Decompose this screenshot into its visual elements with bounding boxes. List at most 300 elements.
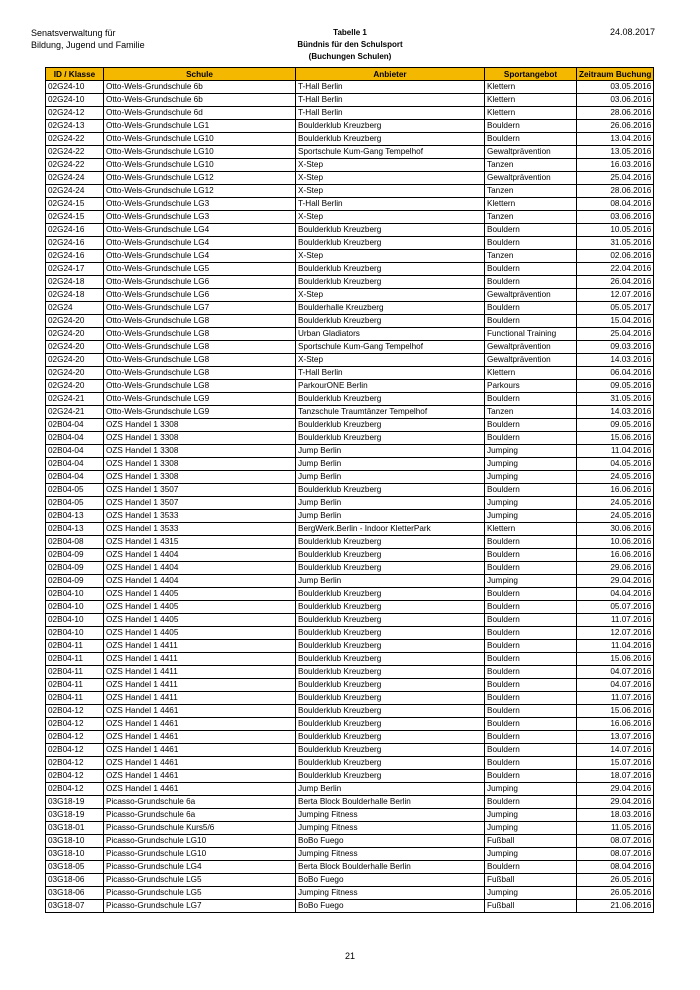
cell-id: 02G24-22 xyxy=(46,146,104,159)
cell-school: Picasso-Grundschule LG5 xyxy=(104,887,296,900)
cell-sport: Gewaltprävention xyxy=(485,341,577,354)
table-row xyxy=(46,406,654,419)
cell-provider: Boulderklub Kreuzberg xyxy=(296,224,485,237)
cell-school: Otto-Wels-Grundschule LG3 xyxy=(104,198,296,211)
cell-sport: Bouldern xyxy=(485,744,577,757)
table-row xyxy=(46,731,654,744)
cell-sport: Gewaltprävention xyxy=(485,172,577,185)
cell-date: 28.06.2016 xyxy=(577,107,654,120)
cell-date: 14.03.2016 xyxy=(577,406,654,419)
cell-id: 02G24-17 xyxy=(46,263,104,276)
cell-sport: Klettern xyxy=(485,523,577,536)
cell-school: Otto-Wels-Grundschule LG6 xyxy=(104,276,296,289)
cell-provider: X-Step xyxy=(296,289,485,302)
cell-provider: Boulderklub Kreuzberg xyxy=(296,276,485,289)
cell-sport: Functional Training xyxy=(485,328,577,341)
table-row xyxy=(46,211,654,224)
cell-id: 02B04-09 xyxy=(46,562,104,575)
table-row xyxy=(46,549,654,562)
table-row xyxy=(46,510,654,523)
cell-provider: Urban Gladiators xyxy=(296,328,485,341)
cell-id: 02G24-20 xyxy=(46,341,104,354)
cell-provider: Boulderklub Kreuzberg xyxy=(296,536,485,549)
cell-school: OZS Handel 1 4411 xyxy=(104,640,296,653)
cell-sport: Bouldern xyxy=(485,133,577,146)
cell-provider: Boulderklub Kreuzberg xyxy=(296,315,485,328)
cell-provider: Jump Berlin xyxy=(296,458,485,471)
cell-school: OZS Handel 1 3507 xyxy=(104,484,296,497)
cell-sport: Jumping xyxy=(485,445,577,458)
cell-provider: Boulderklub Kreuzberg xyxy=(296,679,485,692)
cell-date: 22.04.2016 xyxy=(577,263,654,276)
cell-provider: Boulderhalle Kreuzberg xyxy=(296,302,485,315)
cell-school: OZS Handel 1 4461 xyxy=(104,770,296,783)
cell-id: 02G24-16 xyxy=(46,250,104,263)
cell-school: OZS Handel 1 4411 xyxy=(104,679,296,692)
cell-provider: Boulderklub Kreuzberg xyxy=(296,588,485,601)
cell-date: 11.05.2016 xyxy=(577,822,654,835)
cell-id: 03G18-06 xyxy=(46,874,104,887)
cell-sport: Klettern xyxy=(485,107,577,120)
table-row xyxy=(46,224,654,237)
cell-id: 02G24-10 xyxy=(46,94,104,107)
cell-provider: Jumping Fitness xyxy=(296,887,485,900)
cell-date: 26.05.2016 xyxy=(577,887,654,900)
cell-sport: Jumping xyxy=(485,471,577,484)
cell-date: 30.06.2016 xyxy=(577,523,654,536)
cell-sport: Bouldern xyxy=(485,302,577,315)
cell-id: 02B04-12 xyxy=(46,744,104,757)
cell-id: 02G24-20 xyxy=(46,380,104,393)
cell-sport: Bouldern xyxy=(485,588,577,601)
cell-provider: BoBo Fuego xyxy=(296,835,485,848)
cell-id: 02B04-10 xyxy=(46,627,104,640)
cell-provider: Berta Block Boulderhalle Berlin xyxy=(296,796,485,809)
cell-date: 24.05.2016 xyxy=(577,471,654,484)
cell-provider: X-Step xyxy=(296,159,485,172)
cell-provider: X-Step xyxy=(296,172,485,185)
cell-sport: Bouldern xyxy=(485,731,577,744)
cell-school: OZS Handel 1 4461 xyxy=(104,757,296,770)
cell-provider: Boulderklub Kreuzberg xyxy=(296,419,485,432)
cell-provider: Jump Berlin xyxy=(296,575,485,588)
cell-date: 16.06.2016 xyxy=(577,718,654,731)
table-row xyxy=(46,744,654,757)
table-row xyxy=(46,198,654,211)
cell-provider: Boulderklub Kreuzberg xyxy=(296,484,485,497)
cell-id: 02G24-22 xyxy=(46,133,104,146)
table-row xyxy=(46,94,654,107)
cell-date: 02.06.2016 xyxy=(577,250,654,263)
cell-id: 02B04-11 xyxy=(46,666,104,679)
cell-school: Otto-Wels-Grundschule LG12 xyxy=(104,185,296,198)
bookings-table xyxy=(45,67,654,913)
table-row xyxy=(46,523,654,536)
table-row xyxy=(46,809,654,822)
cell-date: 16.06.2016 xyxy=(577,484,654,497)
column-header-provider: Anbieter xyxy=(296,68,485,81)
cell-sport: Bouldern xyxy=(485,757,577,770)
cell-date: 10.06.2016 xyxy=(577,536,654,549)
cell-id: 02B04-12 xyxy=(46,757,104,770)
cell-sport: Jumping xyxy=(485,887,577,900)
cell-school: Picasso-Grundschule Kurs5/6 xyxy=(104,822,296,835)
cell-sport: Jumping xyxy=(485,783,577,796)
cell-provider: Boulderklub Kreuzberg xyxy=(296,549,485,562)
cell-provider: X-Step xyxy=(296,354,485,367)
table-row xyxy=(46,796,654,809)
cell-school: Picasso-Grundschule LG7 xyxy=(104,900,296,913)
table-row xyxy=(46,627,654,640)
cell-provider: Boulderklub Kreuzberg xyxy=(296,562,485,575)
cell-date: 12.07.2016 xyxy=(577,627,654,640)
table-row xyxy=(46,185,654,198)
table-row xyxy=(46,172,654,185)
cell-date: 21.06.2016 xyxy=(577,900,654,913)
cell-id: 02G24-20 xyxy=(46,367,104,380)
cell-date: 03.06.2016 xyxy=(577,211,654,224)
cell-id: 03G18-10 xyxy=(46,848,104,861)
cell-date: 15.04.2016 xyxy=(577,315,654,328)
cell-sport: Jumping xyxy=(485,809,577,822)
cell-date: 13.07.2016 xyxy=(577,731,654,744)
cell-provider: Boulderklub Kreuzberg xyxy=(296,432,485,445)
header-title-block xyxy=(250,27,450,63)
cell-sport: Klettern xyxy=(485,94,577,107)
cell-id: 02G24-20 xyxy=(46,315,104,328)
cell-sport: Jumping xyxy=(485,510,577,523)
cell-provider: Boulderklub Kreuzberg xyxy=(296,718,485,731)
cell-sport: Bouldern xyxy=(485,601,577,614)
table-row xyxy=(46,575,654,588)
cell-id: 02B04-12 xyxy=(46,770,104,783)
cell-id: 02B04-09 xyxy=(46,575,104,588)
cell-school: Otto-Wels-Grundschule LG9 xyxy=(104,406,296,419)
cell-date: 13.04.2016 xyxy=(577,133,654,146)
cell-sport: Bouldern xyxy=(485,419,577,432)
cell-date: 18.03.2016 xyxy=(577,809,654,822)
cell-provider: Boulderklub Kreuzberg xyxy=(296,692,485,705)
cell-school: OZS Handel 1 4461 xyxy=(104,783,296,796)
cell-date: 03.05.2016 xyxy=(577,81,654,94)
table-row xyxy=(46,653,654,666)
cell-school: OZS Handel 1 3533 xyxy=(104,510,296,523)
cell-school: Otto-Wels-Grundschule LG8 xyxy=(104,315,296,328)
table-row xyxy=(46,315,654,328)
cell-sport: Jumping xyxy=(485,497,577,510)
cell-id: 02G24-16 xyxy=(46,237,104,250)
cell-id: 02B04-12 xyxy=(46,783,104,796)
cell-date: 15.06.2016 xyxy=(577,705,654,718)
cell-sport: Jumping xyxy=(485,575,577,588)
table-row xyxy=(46,692,654,705)
table-row xyxy=(46,380,654,393)
cell-id: 02G24-12 xyxy=(46,107,104,120)
cell-sport: Fußball xyxy=(485,900,577,913)
cell-id: 02B04-10 xyxy=(46,601,104,614)
table-row xyxy=(46,588,654,601)
cell-date: 08.04.2016 xyxy=(577,861,654,874)
cell-provider: Boulderklub Kreuzberg xyxy=(296,393,485,406)
cell-id: 02B04-04 xyxy=(46,432,104,445)
cell-school: Picasso-Grundschule LG4 xyxy=(104,861,296,874)
cell-school: OZS Handel 1 4405 xyxy=(104,627,296,640)
cell-provider: T-Hall Berlin xyxy=(296,198,485,211)
cell-school: OZS Handel 1 3308 xyxy=(104,419,296,432)
table-header-row xyxy=(46,68,654,81)
cell-provider: ParkourONE Berlin xyxy=(296,380,485,393)
table-subtitle-2: (Buchungen Schulen) xyxy=(308,52,392,61)
cell-date: 14.07.2016 xyxy=(577,744,654,757)
table-row xyxy=(46,419,654,432)
cell-id: 02G24-24 xyxy=(46,172,104,185)
cell-id: 02B04-10 xyxy=(46,588,104,601)
table-row xyxy=(46,120,654,133)
cell-sport: Bouldern xyxy=(485,705,577,718)
table-row xyxy=(46,302,654,315)
cell-date: 31.05.2016 xyxy=(577,393,654,406)
cell-sport: Gewaltprävention xyxy=(485,289,577,302)
cell-provider: Boulderklub Kreuzberg xyxy=(296,770,485,783)
cell-provider: T-Hall Berlin xyxy=(296,94,485,107)
cell-sport: Bouldern xyxy=(485,263,577,276)
cell-sport: Bouldern xyxy=(485,679,577,692)
cell-sport: Klettern xyxy=(485,367,577,380)
cell-school: Otto-Wels-Grundschule LG1 xyxy=(104,120,296,133)
cell-sport: Bouldern xyxy=(485,692,577,705)
cell-provider: Jump Berlin xyxy=(296,510,485,523)
cell-id: 02G24-10 xyxy=(46,81,104,94)
column-header-school: Schule xyxy=(104,68,296,81)
cell-provider: Sportschule Kum-Gang Tempelhof xyxy=(296,341,485,354)
cell-provider: BergWerk.Berlin - Indoor KletterPark xyxy=(296,523,485,536)
cell-date: 10.05.2016 xyxy=(577,224,654,237)
cell-provider: Boulderklub Kreuzberg xyxy=(296,133,485,146)
cell-school: Picasso-Grundschule 6a xyxy=(104,796,296,809)
cell-school: Otto-Wels-Grundschule 6d xyxy=(104,107,296,120)
cell-school: OZS Handel 1 4405 xyxy=(104,601,296,614)
cell-school: OZS Handel 1 3533 xyxy=(104,523,296,536)
table-row xyxy=(46,861,654,874)
cell-date: 06.04.2016 xyxy=(577,367,654,380)
cell-school: OZS Handel 1 4405 xyxy=(104,588,296,601)
cell-provider: Boulderklub Kreuzberg xyxy=(296,614,485,627)
cell-sport: Fußball xyxy=(485,874,577,887)
cell-school: Otto-Wels-Grundschule LG10 xyxy=(104,133,296,146)
cell-date: 31.05.2016 xyxy=(577,237,654,250)
cell-provider: Boulderklub Kreuzberg xyxy=(296,627,485,640)
cell-id: 02G24-18 xyxy=(46,276,104,289)
table-title: Tabelle 1 xyxy=(333,28,367,37)
cell-provider: Boulderklub Kreuzberg xyxy=(296,757,485,770)
cell-date: 26.05.2016 xyxy=(577,874,654,887)
cell-date: 11.07.2016 xyxy=(577,692,654,705)
cell-id: 02B04-09 xyxy=(46,549,104,562)
cell-sport: Bouldern xyxy=(485,770,577,783)
cell-sport: Bouldern xyxy=(485,640,577,653)
cell-id: 02G24-20 xyxy=(46,328,104,341)
cell-id: 02B04-04 xyxy=(46,471,104,484)
cell-school: Otto-Wels-Grundschule LG8 xyxy=(104,367,296,380)
cell-sport: Bouldern xyxy=(485,120,577,133)
table-row xyxy=(46,133,654,146)
table-row xyxy=(46,341,654,354)
cell-school: OZS Handel 1 4461 xyxy=(104,705,296,718)
cell-date: 25.04.2016 xyxy=(577,172,654,185)
cell-provider: Boulderklub Kreuzberg xyxy=(296,666,485,679)
cell-id: 02G24-13 xyxy=(46,120,104,133)
cell-id: 02B04-11 xyxy=(46,692,104,705)
cell-school: OZS Handel 1 4461 xyxy=(104,731,296,744)
cell-provider: T-Hall Berlin xyxy=(296,81,485,94)
cell-date: 04.05.2016 xyxy=(577,458,654,471)
cell-school: Picasso-Grundschule 6a xyxy=(104,809,296,822)
cell-sport: Bouldern xyxy=(485,224,577,237)
cell-id: 02B04-10 xyxy=(46,614,104,627)
cell-date: 09.05.2016 xyxy=(577,419,654,432)
cell-date: 15.06.2016 xyxy=(577,653,654,666)
cell-school: Otto-Wels-Grundschule LG4 xyxy=(104,250,296,263)
cell-school: Otto-Wels-Grundschule LG3 xyxy=(104,211,296,224)
cell-school: OZS Handel 1 3308 xyxy=(104,445,296,458)
table-row xyxy=(46,146,654,159)
cell-id: 03G18-01 xyxy=(46,822,104,835)
cell-id: 02B04-04 xyxy=(46,458,104,471)
cell-sport: Tanzen xyxy=(485,250,577,263)
table-row xyxy=(46,367,654,380)
cell-sport: Gewaltprävention xyxy=(485,146,577,159)
cell-provider: Jumping Fitness xyxy=(296,809,485,822)
cell-date: 13.05.2016 xyxy=(577,146,654,159)
cell-school: OZS Handel 1 4404 xyxy=(104,575,296,588)
table-row xyxy=(46,393,654,406)
cell-id: 02G24-20 xyxy=(46,354,104,367)
cell-id: 02B04-05 xyxy=(46,497,104,510)
table-row xyxy=(46,536,654,549)
table-row xyxy=(46,458,654,471)
cell-school: Otto-Wels-Grundschule LG5 xyxy=(104,263,296,276)
cell-id: 02G24-16 xyxy=(46,224,104,237)
table-subtitle: Bündnis für den Schulsport xyxy=(297,40,403,49)
cell-sport: Klettern xyxy=(485,198,577,211)
cell-id: 02B04-12 xyxy=(46,705,104,718)
table-row xyxy=(46,562,654,575)
table-row xyxy=(46,354,654,367)
cell-date: 18.07.2016 xyxy=(577,770,654,783)
table-row xyxy=(46,237,654,250)
cell-sport: Gewaltprävention xyxy=(485,354,577,367)
table-row xyxy=(46,718,654,731)
cell-sport: Bouldern xyxy=(485,276,577,289)
cell-id: 03G18-10 xyxy=(46,835,104,848)
cell-date: 04.04.2016 xyxy=(577,588,654,601)
cell-sport: Tanzen xyxy=(485,185,577,198)
table-row xyxy=(46,159,654,172)
cell-date: 14.03.2016 xyxy=(577,354,654,367)
cell-school: OZS Handel 1 4411 xyxy=(104,692,296,705)
table-row xyxy=(46,263,654,276)
cell-sport: Bouldern xyxy=(485,627,577,640)
cell-school: OZS Handel 1 3308 xyxy=(104,458,296,471)
cell-date: 26.06.2016 xyxy=(577,120,654,133)
table-row xyxy=(46,640,654,653)
cell-sport: Tanzen xyxy=(485,406,577,419)
header-institution xyxy=(31,27,145,51)
cell-date: 28.06.2016 xyxy=(577,185,654,198)
cell-date: 04.07.2016 xyxy=(577,666,654,679)
cell-provider: BoBo Fuego xyxy=(296,900,485,913)
cell-sport: Bouldern xyxy=(485,393,577,406)
cell-provider: Boulderklub Kreuzberg xyxy=(296,120,485,133)
cell-school: OZS Handel 1 4411 xyxy=(104,653,296,666)
cell-sport: Bouldern xyxy=(485,562,577,575)
cell-date: 08.07.2016 xyxy=(577,835,654,848)
cell-id: 02G24 xyxy=(46,302,104,315)
cell-date: 16.03.2016 xyxy=(577,159,654,172)
cell-school: Otto-Wels-Grundschule LG8 xyxy=(104,380,296,393)
column-header-sport: Sportangebot xyxy=(485,68,577,81)
cell-school: Picasso-Grundschule LG10 xyxy=(104,848,296,861)
table-row xyxy=(46,328,654,341)
table-row xyxy=(46,822,654,835)
cell-sport: Bouldern xyxy=(485,536,577,549)
cell-sport: Bouldern xyxy=(485,237,577,250)
cell-date: 24.05.2016 xyxy=(577,510,654,523)
cell-sport: Bouldern xyxy=(485,653,577,666)
cell-sport: Jumping xyxy=(485,848,577,861)
cell-date: 16.06.2016 xyxy=(577,549,654,562)
cell-school: Otto-Wels-Grundschule LG4 xyxy=(104,237,296,250)
cell-id: 03G18-07 xyxy=(46,900,104,913)
cell-provider: Boulderklub Kreuzberg xyxy=(296,744,485,757)
cell-date: 25.04.2016 xyxy=(577,328,654,341)
cell-provider: Boulderklub Kreuzberg xyxy=(296,731,485,744)
cell-sport: Jumping xyxy=(485,822,577,835)
cell-date: 05.05.2017 xyxy=(577,302,654,315)
cell-school: Otto-Wels-Grundschule 6b xyxy=(104,81,296,94)
cell-sport: Bouldern xyxy=(485,614,577,627)
cell-id: 03G18-19 xyxy=(46,809,104,822)
cell-sport: Bouldern xyxy=(485,718,577,731)
table-row xyxy=(46,679,654,692)
cell-date: 09.03.2016 xyxy=(577,341,654,354)
cell-provider: Jump Berlin xyxy=(296,471,485,484)
cell-id: 02B04-11 xyxy=(46,640,104,653)
header-date: 24.08.2017 xyxy=(609,27,655,37)
cell-date: 09.05.2016 xyxy=(577,380,654,393)
cell-date: 12.07.2016 xyxy=(577,289,654,302)
page-number: 21 xyxy=(344,951,355,961)
cell-id: 03G18-05 xyxy=(46,861,104,874)
cell-date: 04.07.2016 xyxy=(577,679,654,692)
cell-id: 02B04-04 xyxy=(46,445,104,458)
table-row xyxy=(46,107,654,120)
cell-provider: Boulderklub Kreuzberg xyxy=(296,263,485,276)
cell-id: 02G24-24 xyxy=(46,185,104,198)
cell-sport: Bouldern xyxy=(485,861,577,874)
cell-school: Otto-Wels-Grundschule LG6 xyxy=(104,289,296,302)
cell-sport: Fußball xyxy=(485,835,577,848)
cell-id: 02B04-13 xyxy=(46,510,104,523)
cell-school: OZS Handel 1 4461 xyxy=(104,744,296,757)
cell-provider: X-Step xyxy=(296,185,485,198)
cell-sport: Bouldern xyxy=(485,666,577,679)
cell-school: Otto-Wels-Grundschule LG4 xyxy=(104,224,296,237)
cell-sport: Klettern xyxy=(485,81,577,94)
cell-provider: Boulderklub Kreuzberg xyxy=(296,237,485,250)
table-row xyxy=(46,874,654,887)
cell-school: OZS Handel 1 4411 xyxy=(104,666,296,679)
